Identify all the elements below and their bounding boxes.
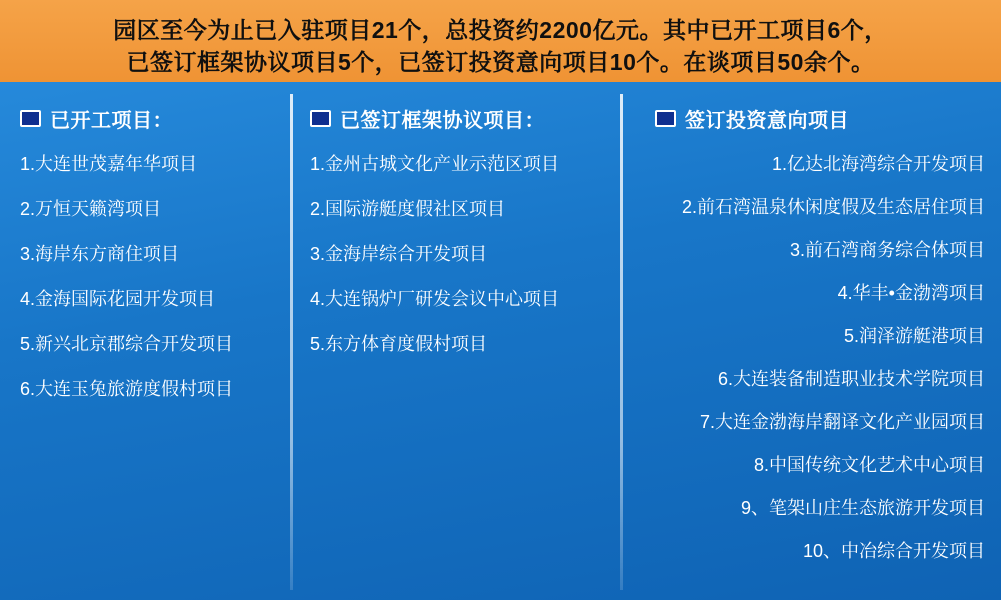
list-item: 3.金海岸综合开发项目 <box>310 244 488 264</box>
list-item: 1.大连世茂嘉年华项目 <box>20 154 198 174</box>
project-list-intention <box>640 153 987 562</box>
list-item: 4.华丰•金渤湾项目 <box>837 283 985 303</box>
list-item: 1.金州古城文化产业示范区项目 <box>310 154 560 174</box>
list-item: 4.金海国际花园开发项目 <box>20 289 216 309</box>
column-investment-intention-projects <box>620 82 1001 600</box>
list-item: 6.大连玉兔旅游度假村项目 <box>20 379 234 399</box>
list-item: 3.前石湾商务综合体项目 <box>789 240 985 260</box>
column-header-started <box>20 104 276 133</box>
square-marker-icon <box>20 110 41 127</box>
project-list-started <box>20 153 276 400</box>
columns-container <box>0 82 1001 600</box>
list-item: 3.海岸东方商住项目 <box>20 244 180 264</box>
list-item: 10、中冶综合开发项目 <box>802 541 985 561</box>
list-item: 5.新兴北京郡综合开发项目 <box>20 334 234 354</box>
list-item: 5.润泽游艇港项目 <box>843 326 985 346</box>
list-item: 2.万恒天籁湾项目 <box>20 199 162 219</box>
column-header-framework <box>310 104 606 133</box>
column-title-started: 已开工项目： <box>50 110 173 132</box>
column-header-intention <box>640 104 987 133</box>
list-item: 4.大连锅炉厂研发会议中心项目 <box>310 289 560 309</box>
column-title-framework: 已签订框架协议项目： <box>340 110 545 132</box>
header-line-2: 已签订框架协议项目5个，已签订投资意向项目10个。在谈项目50余个。 <box>126 48 875 75</box>
column-framework-agreement-projects <box>290 82 620 600</box>
list-item: 9、笔架山庄生态旅游开发项目 <box>740 498 985 518</box>
list-item: 5.东方体育度假村项目 <box>310 334 488 354</box>
project-list-framework <box>310 153 606 355</box>
header-line-1: 园区至今为止已入驻项目21个，总投资约2200亿元。其中已开工项目6个， <box>113 16 888 43</box>
list-item: 1.亿达北海湾综合开发项目 <box>771 154 985 174</box>
list-item: 2.国际游艇度假社区项目 <box>310 199 506 219</box>
column-started-projects <box>0 82 290 600</box>
square-marker-icon <box>655 110 676 127</box>
list-item: 2.前石湾温泉休闲度假及生态居住项目 <box>681 197 985 217</box>
column-title-intention: 签订投资意向项目 <box>685 110 849 132</box>
square-marker-icon <box>310 110 331 127</box>
list-item: 7.大连金渤海岸翻译文化产业园项目 <box>699 412 985 432</box>
list-item: 8.中国传统文化艺术中心项目 <box>753 455 985 475</box>
list-item: 6.大连装备制造职业技术学院项目 <box>717 369 985 389</box>
header-banner <box>0 0 1001 82</box>
